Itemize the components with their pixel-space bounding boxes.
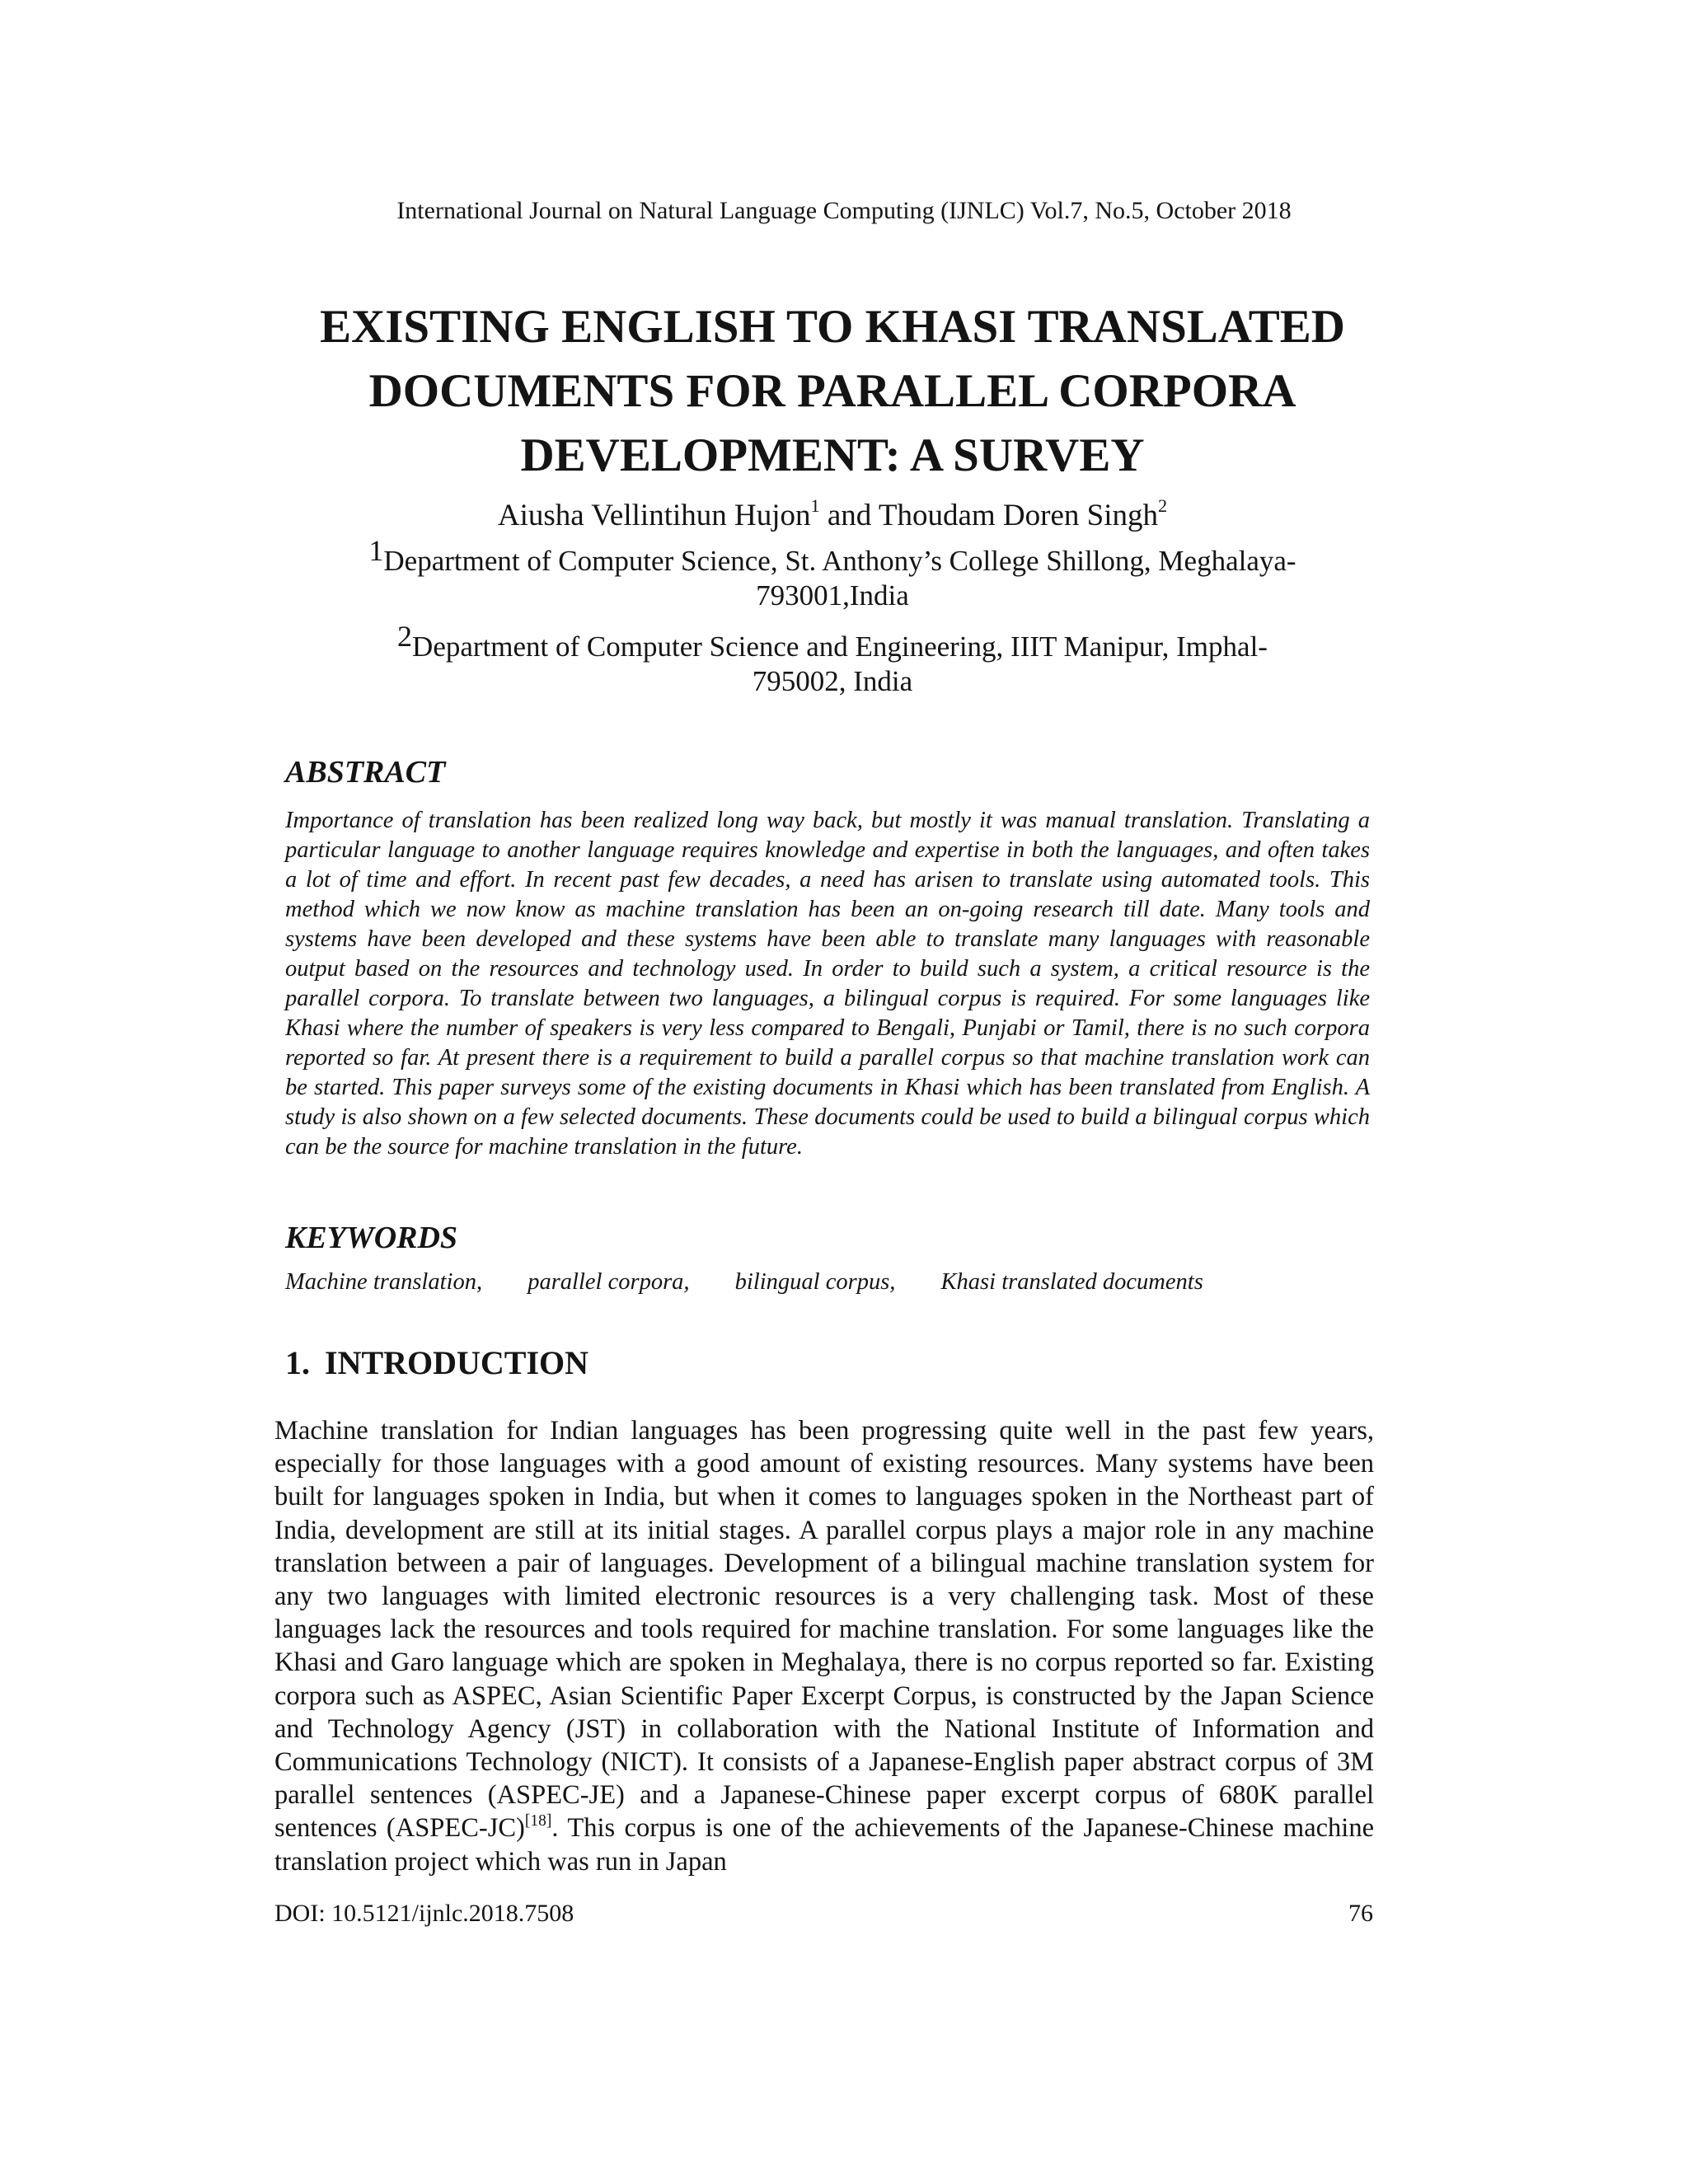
- abstract-text: Importance of translation has been realized long way back, but mostly it was manual translation. Translating a particular language to another language requires knowledge and expertise in both the languages, and often takes a lot of time and effort. In recent past few decades, a need has arisen to translate using automated tools. This method which we now know as machine translation has been an on-going research till date. Many tools and systems have been developed and these systems have been able to translate many languages with reasonable output based on the resources and technology used. In order to build such a system, a critical resource is the parallel corpora. To translate between two languages, a bilingual corpus is required. For some languages like Khasi where the number of speakers is very less compared to Bengali, Punjabi or Tamil, there is no such corpora reported so far. At present there is a requirement to build a parallel corpus so that machine translation work can be started. This paper surveys some of the existing documents in Khasi which has been translated from English. A study is also shown on a few selected documents. These documents could be used to build a bilingual corpus which can be the source for machine translation in the future.: [285, 808, 1370, 1160]
- page-number: 76: [1348, 1900, 1373, 1927]
- affiliation-2-line-1: Department of Computer Science and Engineering, IIIT Manipur, Imphal-: [412, 630, 1268, 663]
- author-1-affiliation-mark: 1: [810, 495, 820, 517]
- affiliation-2: [313, 620, 1352, 699]
- paper-title: [247, 295, 1418, 488]
- title-line-1: EXISTING ENGLISH TO KHASI TRANSLATED: [320, 301, 1345, 353]
- keyword-item: bilingual corpus,: [734, 1269, 896, 1295]
- section-number: 1.: [285, 1344, 310, 1381]
- keyword-item: Machine translation,: [285, 1269, 483, 1295]
- introduction-text-part-1: Machine translation for Indian languages has been progressing quite well in the past few years, especially for those languages with a good amount of existing resources. Many systems have been built for languages spoken in India, but when it comes to languages spoken in the Northeast part of India, development are still at its initial stages. A parallel corpus plays a major role in any machine translation between a pair of languages. Development of a bilingual machine translation system for any two languages with limited electronic resources is a very challenging task. Most of these languages lack the resources and tools required for machine translation. For some languages like the Khasi and Garo language which are spoken in Meghalaya, there is no corpus reported so far. Existing corpora such as ASPEC, Asian Scientific Paper Excerpt Corpus, is constructed by the Japan Science and Technology Agency (JST) in collaboration with the National Institute of Information and Communications Technology (NICT). It consists of a Japanese-English paper abstract corpus of 3M parallel sentences (ASPEC-JE) and a Japanese-Chinese paper excerpt corpus of 680K parallel sentences (ASPEC-JC): [274, 1416, 1374, 1844]
- keyword-item: Khasi translated documents: [940, 1269, 1203, 1295]
- affiliation-2-mark: 2: [397, 620, 413, 653]
- running-header: International Journal on Natural Language Computing (IJNLC) Vol.7, No.5, October 2018: [396, 197, 1292, 224]
- title-line-3: DEVELOPMENT: A SURVEY: [520, 429, 1145, 481]
- abstract-heading: ABSTRACT: [285, 755, 446, 790]
- affiliation-1-line-1: Department of Computer Science, St. Anthony’s College Shillong, Meghalaya-: [383, 545, 1296, 577]
- introduction-heading: [285, 1342, 588, 1385]
- keyword-item: parallel corpora,: [528, 1269, 690, 1295]
- affiliation-2-line-2: 795002, India: [752, 665, 913, 697]
- affiliation-1-mark: 1: [368, 534, 384, 567]
- introduction-body: [274, 1414, 1374, 1878]
- citation-reference: [18]: [524, 1811, 552, 1830]
- title-line-2: DOCUMENTS FOR PARALLEL CORPORA: [368, 365, 1296, 417]
- affiliation-1-line-2: 793001,India: [756, 579, 909, 612]
- author-name-1: Aiusha Vellintihun Hujon: [497, 499, 811, 532]
- keywords-list: [285, 1268, 1439, 1297]
- section-title: INTRODUCTION: [325, 1344, 589, 1381]
- author-list: [247, 496, 1418, 536]
- affiliation-1: [313, 534, 1352, 613]
- introduction-text-part-2: . This corpus is one of the achievements of the Japanese-Chinese machine translation project which was run in Japan: [274, 1813, 1375, 1877]
- keywords-heading: KEYWORDS: [285, 1221, 458, 1255]
- author-name-2: Thoudam Doren Singh: [878, 499, 1158, 532]
- footer-doi: DOI: 10.5121/ijnlc.2018.7508: [274, 1900, 574, 1927]
- author-2-affiliation-mark: 2: [1157, 495, 1168, 517]
- author-joiner: and: [819, 499, 879, 532]
